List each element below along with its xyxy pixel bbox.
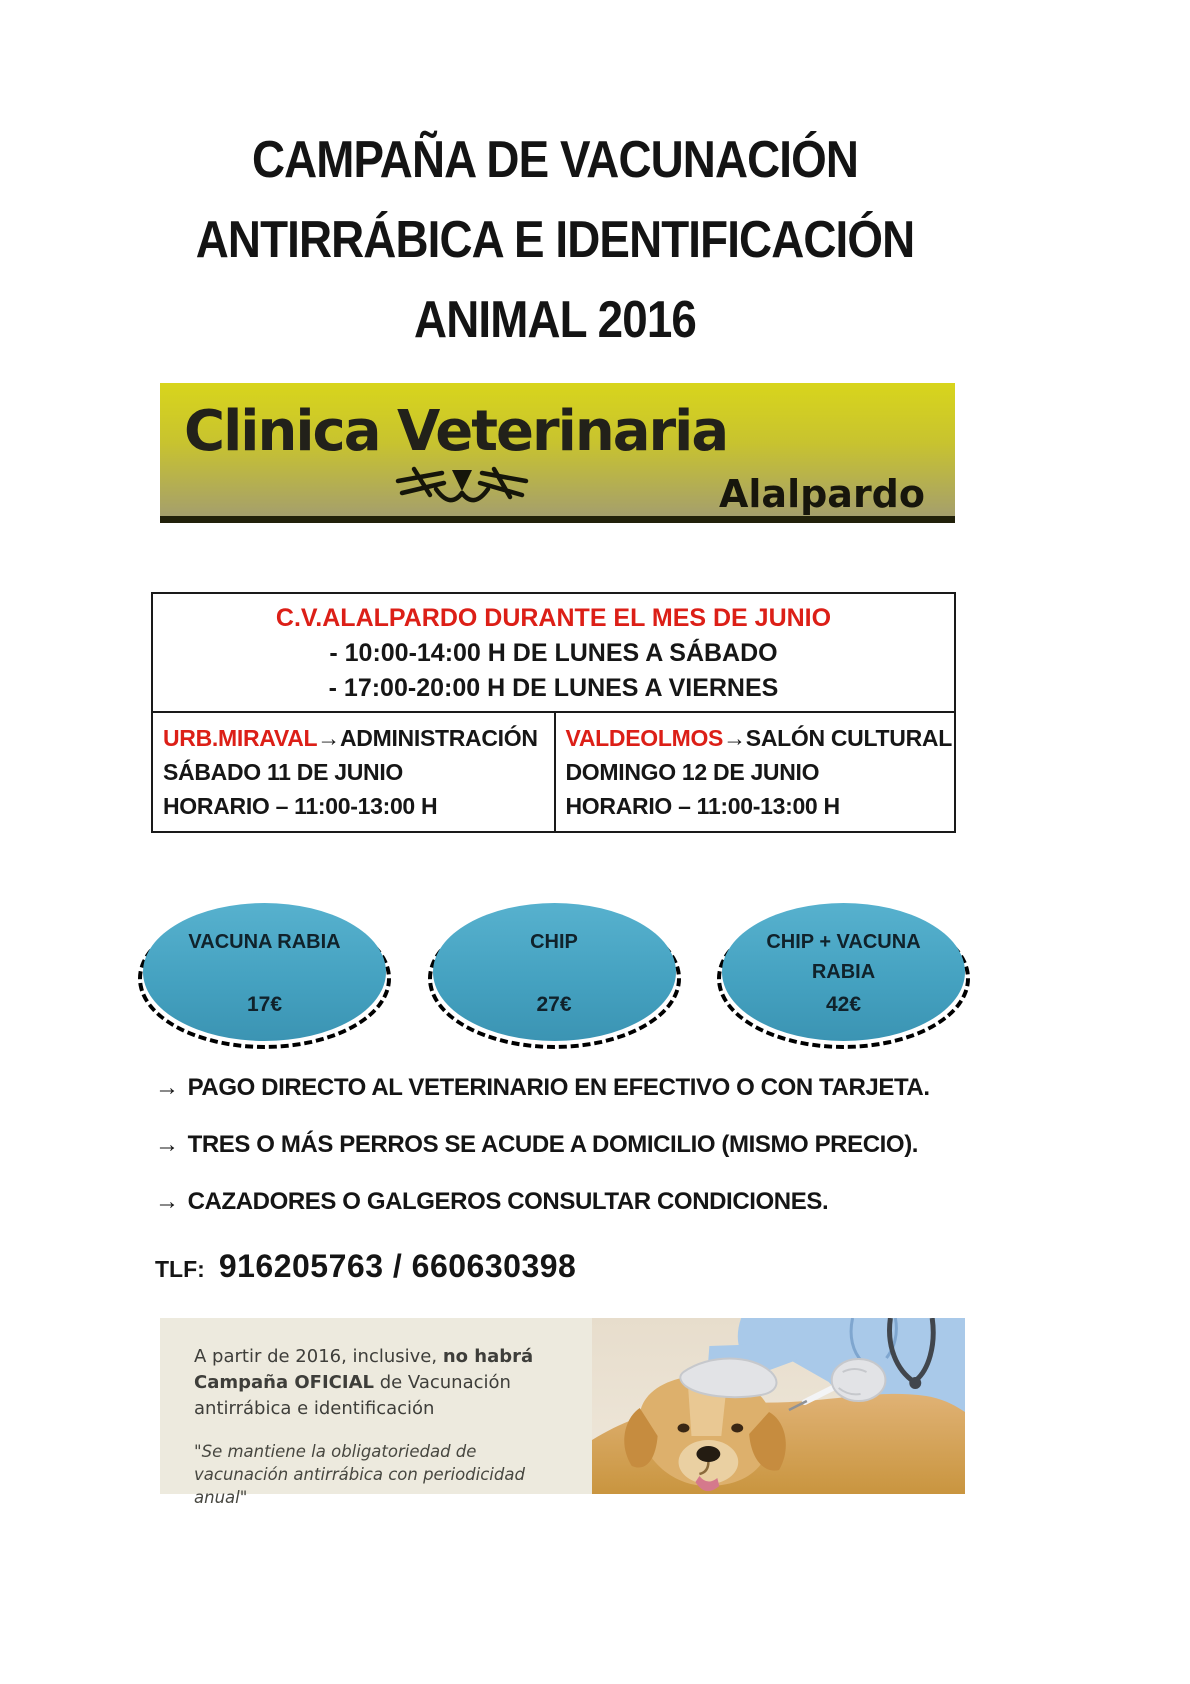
schedule-header — [153, 594, 954, 713]
time-line: HORARIO – 11:00-13:00 H — [163, 793, 438, 819]
price-bubble-vacuna-rabia — [143, 903, 386, 1041]
location-name: URB.MIRAVAL — [163, 725, 318, 751]
time-line: HORARIO – 11:00-13:00 H — [565, 793, 840, 819]
schedule-table — [151, 592, 956, 833]
venue-name: SALÓN CULTURAL — [745, 725, 952, 751]
schedule-cell-miraval — [153, 713, 554, 831]
price-value: 27€ — [536, 993, 572, 1016]
note-text: PAGO DIRECTO AL VETERINARIO EN EFECTIVO O CON TARJETA. — [187, 1074, 930, 1101]
clinic-logo-banner — [160, 383, 955, 523]
note-text: TRES O MÁS PERROS SE ACUDE A DOMICILIO (MISMO PRECIO). — [187, 1131, 919, 1158]
price-label: VACUNA RABIA — [188, 931, 341, 953]
phone-numbers: 916205763 / 660630398 — [218, 1248, 577, 1284]
schedule-row — [153, 713, 954, 831]
title-line-2: ANTIRRÁBICA E IDENTIFICACIÓN — [195, 211, 915, 269]
arrow-icon: → — [155, 1188, 179, 1215]
date-line: SÁBADO 11 DE JUNIO — [163, 759, 403, 785]
schedule-hours-weekday-evening: - 17:00-20:00 H DE LUNES A VIERNES — [328, 674, 779, 702]
arrow-icon: → — [723, 725, 746, 751]
arrow-icon: → — [155, 1074, 179, 1101]
venue-name: ADMINISTRACIÓN — [339, 725, 538, 751]
price-value: 42€ — [825, 993, 862, 1016]
cat-whiskers-icon — [392, 459, 532, 511]
location-name: VALDEOLMOS — [565, 725, 724, 751]
title-line-1: CAMPAÑA DE VACUNACIÓN — [251, 131, 859, 189]
phone-label: TLF: — [155, 1256, 205, 1282]
date-line: DOMINGO 12 DE JUNIO — [565, 759, 820, 785]
price-bubbles — [143, 903, 965, 1041]
note-text: CAZADORES O GALGEROS CONSULTAR CONDICIONES. — [187, 1188, 829, 1215]
price-value: 17€ — [246, 993, 283, 1016]
price-bubble-chip — [433, 903, 676, 1041]
dog-vaccination-photo — [592, 1318, 965, 1494]
schedule-title: C.V.ALALPARDO DURANTE EL MES DE JUNIO — [275, 604, 832, 632]
schedule-hours-weekday-morning: - 10:00-14:00 H DE LUNES A SÁBADO — [329, 639, 778, 667]
note-home-visit — [155, 1131, 1015, 1159]
title-line-3: ANIMAL 2016 — [414, 291, 696, 349]
footer-announcement: A partir de 2016, inclusive, no habrá Campaña OFICIAL de Vacunación antirrábica e identificación — [194, 1346, 534, 1419]
price-bubble-chip-vacuna — [722, 903, 965, 1041]
footer-quote: "Se mantiene la obligatoriedad de vacunación antirrábica con periodicidad anual" — [194, 1442, 525, 1507]
price-label: CHIP — [530, 931, 578, 953]
footer-banner — [160, 1318, 965, 1507]
clinic-town: Alalpardo — [719, 472, 925, 516]
note-hunters — [155, 1188, 1015, 1216]
footer-text-panel — [160, 1318, 592, 1507]
arrow-icon: → — [155, 1131, 179, 1158]
note-payment — [155, 1074, 1015, 1102]
price-label: CHIP + VACUNA — [766, 931, 921, 953]
clinic-name: Clinica Veterinaria — [184, 399, 728, 464]
location-line — [565, 721, 952, 755]
notes-list — [155, 1074, 1015, 1245]
location-line — [163, 721, 548, 755]
price-label-2: RABIA — [811, 961, 876, 983]
schedule-cell-valdeolmos — [554, 713, 955, 831]
arrow-icon: → — [317, 725, 340, 751]
phone-line — [155, 1248, 576, 1285]
poster-title — [67, 120, 1044, 360]
